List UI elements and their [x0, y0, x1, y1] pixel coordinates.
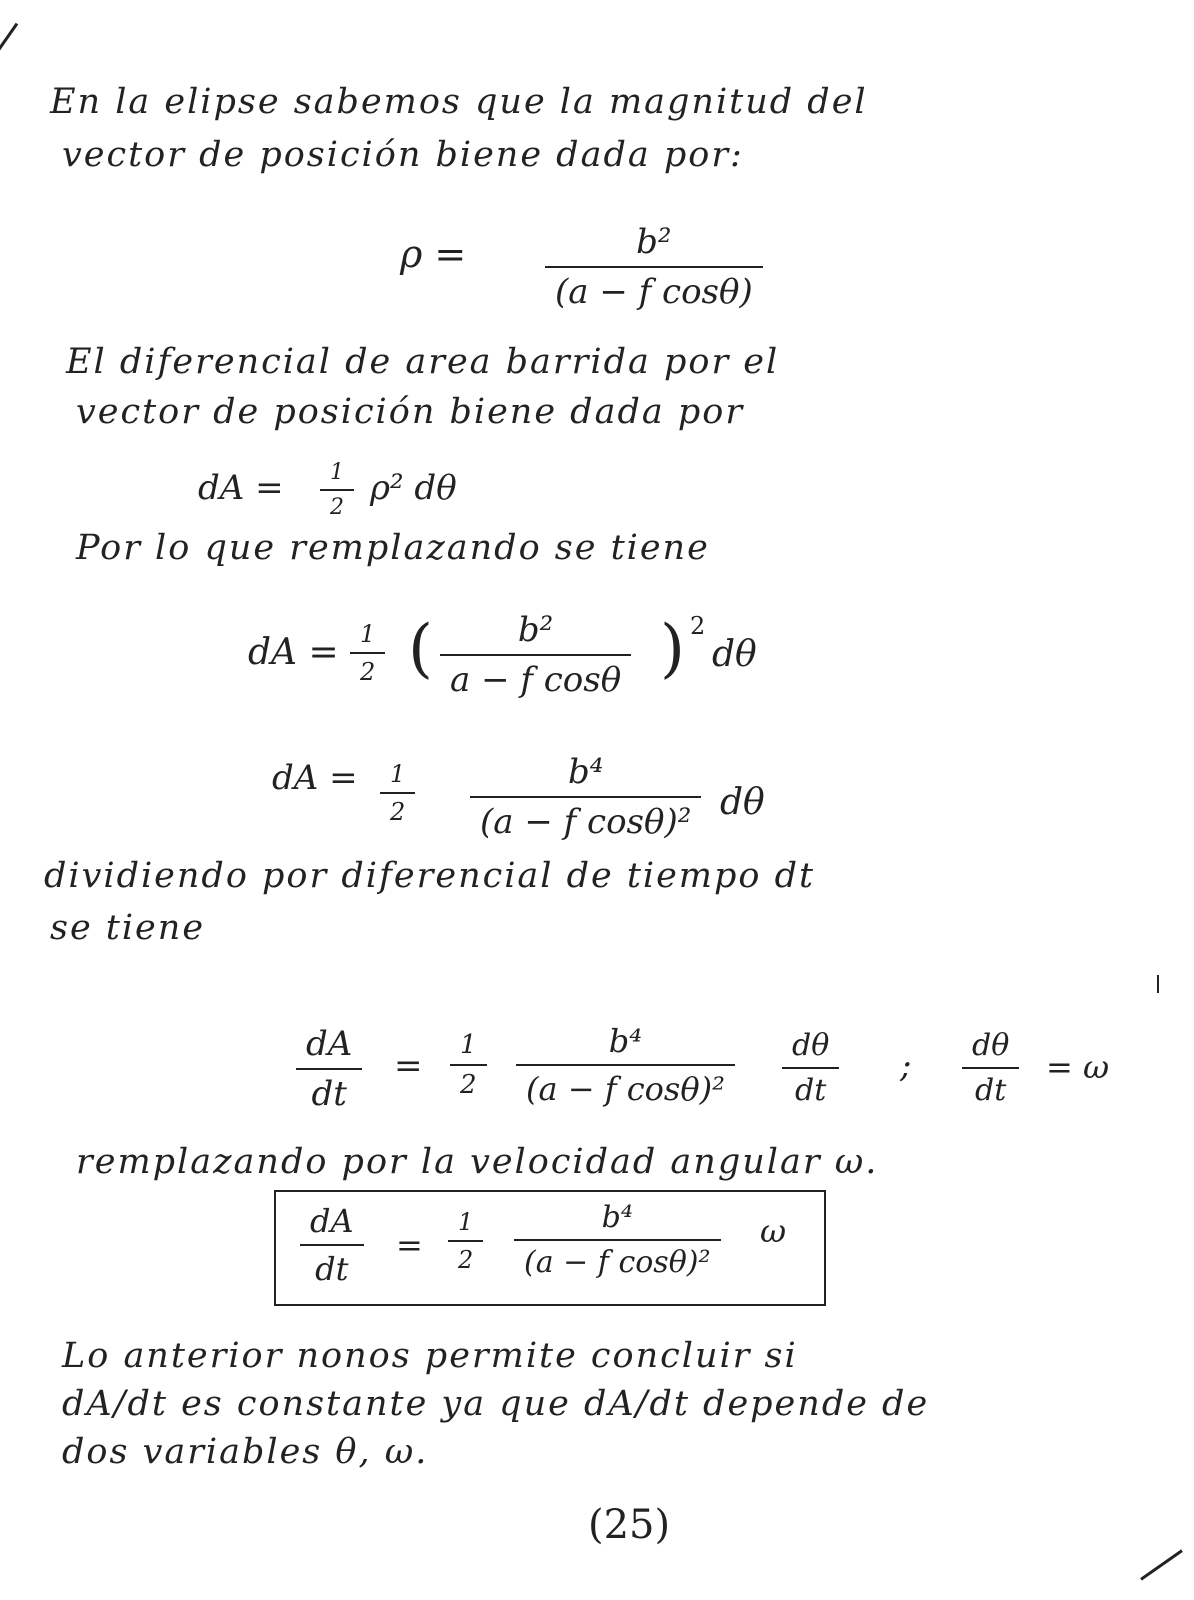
eq5-dtheta-fraction [782, 1028, 839, 1108]
eq5-omega-numerator: dθ [972, 1028, 1010, 1063]
paragraph-2-line-1: El diferencial de area barrida por el [66, 342, 780, 382]
page-number: (25) [588, 1502, 671, 1548]
half-numerator: 1 [330, 460, 344, 485]
half-denominator: 2 [330, 495, 344, 520]
eq2-lhs: dA = [198, 468, 284, 508]
half-denominator: 2 [460, 1070, 477, 1100]
half-numerator: 1 [460, 1030, 477, 1060]
eq3-left-paren: ( [408, 612, 433, 686]
eq5-numerator: b⁴ [608, 1022, 643, 1060]
eq6-denominator: (a − f cosθ)² [524, 1245, 711, 1280]
half-denominator: 2 [390, 798, 406, 826]
eq5-omega-denominator: dt [975, 1073, 1007, 1108]
paragraph-4-line-2: se tiene [50, 908, 206, 948]
eq1-denominator: (a − f cosθ) [555, 272, 753, 312]
eq5-equals: = [394, 1046, 423, 1086]
eq3-tail: dθ [712, 634, 757, 675]
eq6-lhs-numerator: dA [310, 1202, 354, 1240]
eq4-half [380, 760, 415, 826]
eq5-lhs-fraction [296, 1024, 362, 1114]
half-numerator: 1 [390, 760, 406, 788]
eq5-dtheta-denominator: dt [795, 1073, 827, 1108]
eq6-numerator: b⁴ [601, 1200, 633, 1235]
paragraph-4-line-1: dividiendo por diferencial de tiempo dt [44, 856, 816, 896]
eq4-lhs: dA = [272, 758, 358, 798]
eq1-lhs: ρ = [400, 232, 467, 276]
paragraph-6-line-1: Lo anterior nonos permite concluir si [62, 1336, 798, 1376]
eq6-tail: ω [760, 1212, 787, 1250]
eq3-fraction [440, 610, 631, 700]
eq4-denominator: (a − f cosθ)² [480, 802, 692, 842]
eq6-lhs-fraction [300, 1202, 364, 1288]
eq4-numerator: b⁴ [567, 752, 604, 792]
corner-mark-bottom-right [1140, 1549, 1183, 1580]
eq5-denominator: (a − f cosθ)² [526, 1070, 725, 1108]
eq6-fraction [514, 1200, 721, 1280]
half-numerator: 1 [360, 620, 376, 648]
stray-mark [1157, 975, 1159, 993]
eq3-exponent: 2 [690, 612, 706, 640]
paragraph-1-line-1: En la elipse sabemos que la magnitud del [50, 82, 868, 122]
eq3-numerator: b² [517, 610, 554, 650]
eq5-omega-rhs: = ω [1046, 1048, 1110, 1086]
eq4-tail: dθ [720, 782, 765, 823]
eq5-fraction [516, 1022, 735, 1108]
eq2-half [320, 460, 354, 520]
eq5-separator: ; [900, 1046, 912, 1086]
eq6-equals: = [396, 1226, 423, 1264]
eq5-lhs-denominator: dt [311, 1074, 347, 1114]
eq3-lhs: dA = [248, 632, 339, 673]
paragraph-6-line-2: dA/dt es constante ya que dA/dt depende de [62, 1384, 930, 1424]
eq1-numerator: b² [636, 222, 672, 262]
eq3-half [350, 620, 385, 686]
paragraph-3: Por lo que remplazando se tiene [76, 528, 710, 568]
eq6-half [448, 1208, 483, 1274]
eq3-right-paren: ) [660, 612, 685, 686]
paragraph-5: remplazando por la velocidad angular ω. [76, 1142, 879, 1182]
eq4-fraction [470, 752, 701, 842]
eq6-lhs-denominator: dt [315, 1250, 349, 1288]
paragraph-1-line-2: vector de posición biene dada por: [62, 135, 744, 175]
eq2-rhs: ρ² dθ [370, 468, 457, 508]
eq1-fraction [545, 222, 763, 312]
eq5-lhs-numerator: dA [306, 1024, 353, 1064]
eq5-dtheta-numerator: dθ [792, 1028, 830, 1063]
paragraph-6-line-3: dos variables θ, ω. [62, 1432, 429, 1472]
eq5-half [450, 1030, 487, 1100]
eq3-denominator: a − f cosθ [450, 660, 622, 700]
corner-mark-top-left [0, 23, 18, 57]
half-denominator: 2 [458, 1246, 474, 1274]
paragraph-2-line-2: vector de posición biene dada por [76, 392, 745, 432]
half-numerator: 1 [458, 1208, 474, 1236]
half-denominator: 2 [360, 658, 376, 686]
eq5-omega-fraction [962, 1028, 1019, 1108]
